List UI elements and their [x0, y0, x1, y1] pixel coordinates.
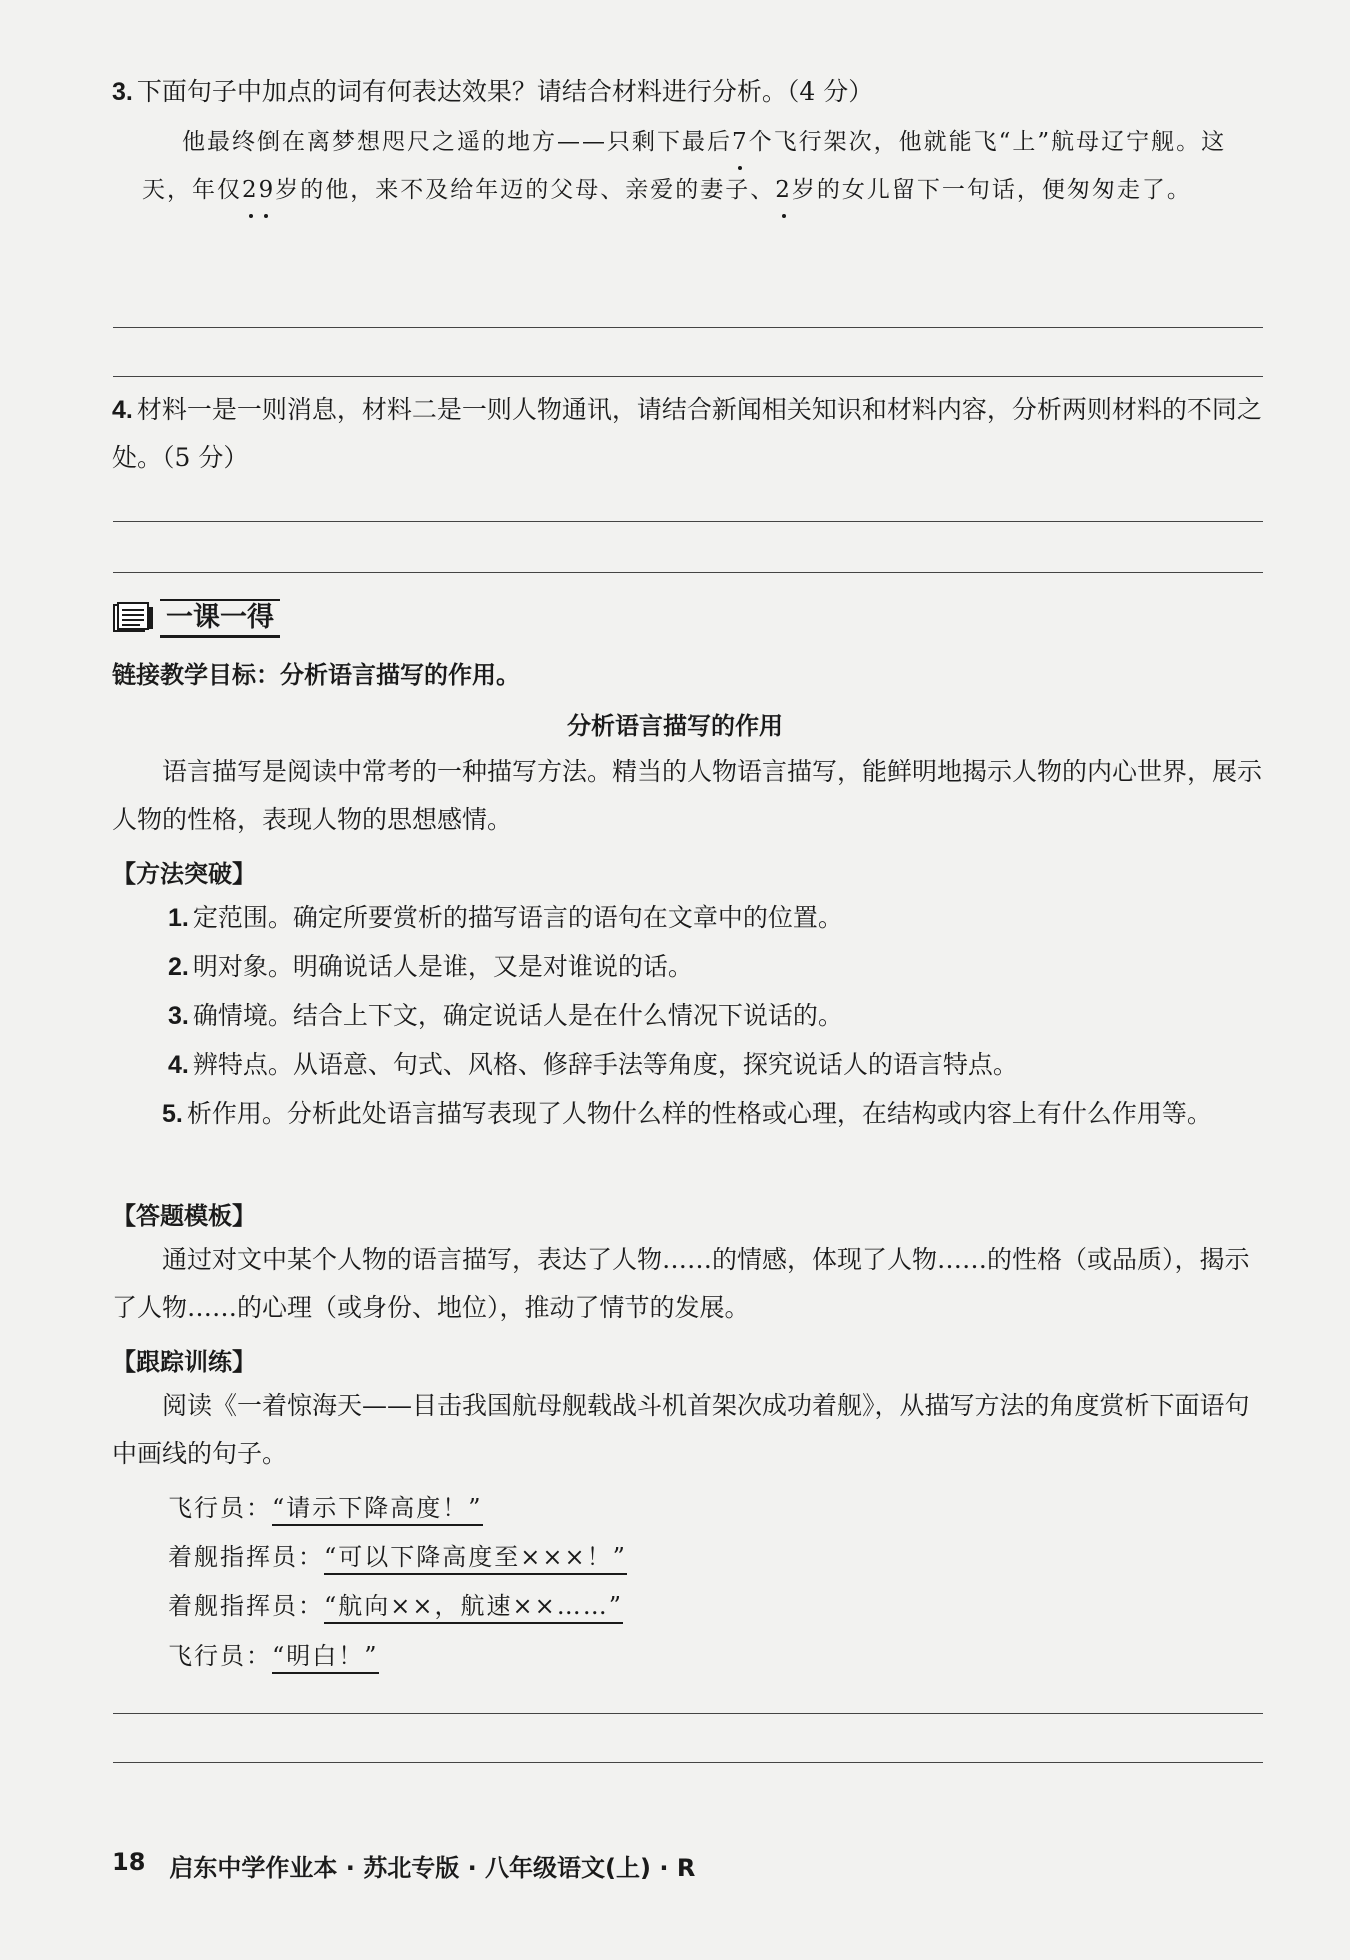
dotted-word: 2 — [775, 166, 792, 214]
training-label: 【跟踪训练】 — [112, 1348, 256, 1376]
dialog-speaker: 着舰指挥员： — [168, 1592, 324, 1620]
dialog-line — [168, 1488, 483, 1523]
book-icon — [112, 601, 154, 635]
answer-line[interactable] — [113, 327, 1263, 328]
intro-paragraph: 语言描写是阅读中常考的一种描写方法。精当的人物语言描写，能鲜明地揭示人物的内心世界，展示人物的性格，表现人物的思想感情。 — [112, 757, 1263, 834]
question-3 — [112, 68, 1262, 116]
underlined-line: “航向××，航速××……” — [324, 1592, 623, 1624]
dialog-line — [168, 1537, 627, 1572]
step-text: 确情境。结合上下文，确定说话人是在什么情况下说话的。 — [192, 1001, 843, 1030]
step-number: 2. — [168, 953, 189, 981]
question-number: 3. — [112, 78, 133, 106]
dialog-speaker: 飞行员： — [168, 1494, 272, 1522]
book-title: 启东中学作业本 · 苏北专版 · 八年级语文(上) · R — [169, 1854, 696, 1882]
template-label: 【答题模板】 — [112, 1202, 256, 1230]
template-paragraph: 通过对文中某个人物的语言描写，表达了人物……的情感，体现了人物……的性格（或品质），揭示了人物……的心理（或身份、地位），推动了情节的发展。 — [112, 1245, 1250, 1322]
dialog-speaker: 飞行员： — [168, 1642, 272, 1670]
step-number: 1. — [168, 904, 189, 932]
training-paragraph: 阅读《一着惊海天——目击我国航母舰载战斗机首架次成功着舰》，从描写方法的角度赏析下面语句中画线的句子。 — [112, 1391, 1250, 1468]
section-title: 一课一得 — [160, 599, 280, 638]
step-text: 定范围。确定所要赏析的描写语言的语句在文章中的位置。 — [192, 903, 843, 932]
page-number: 18 — [112, 1848, 146, 1876]
quoted-passage — [142, 118, 1262, 214]
underlined-line: “请示下降高度！” — [272, 1494, 483, 1526]
step-number: 4. — [168, 1051, 189, 1079]
answer-line[interactable] — [113, 1713, 1263, 1714]
step-text: 辨特点。从语意、句式、风格、修辞手法等角度，探究说话人的语言特点。 — [192, 1050, 1018, 1079]
question-4 — [112, 386, 1262, 482]
method-step — [168, 894, 1262, 942]
answer-line[interactable] — [113, 521, 1263, 522]
teaching-goal: 链接教学目标：分析语言描写的作用。 — [112, 661, 520, 689]
dotted-word: 29 — [242, 166, 275, 214]
question-number: 4. — [112, 396, 133, 424]
method-step — [168, 992, 1262, 1040]
page-footer — [112, 1848, 695, 1883]
answer-line[interactable] — [113, 1762, 1263, 1763]
question-prompt: 材料一是一则消息，材料二是一则人物通讯，请结合新闻相关知识和材料内容，分析两则材料的不同之处。（5 分） — [112, 395, 1262, 472]
question-prompt: 下面句子中加点的词有何表达效果？请结合材料进行分析。（4 分） — [136, 77, 874, 106]
step-text: 明对象。明确说话人是谁，又是对谁说的话。 — [192, 952, 693, 981]
dialog-line — [168, 1586, 623, 1621]
underlined-line: “明白！” — [272, 1642, 379, 1674]
step-number: 3. — [168, 1002, 189, 1030]
answer-line[interactable] — [113, 376, 1263, 377]
quote-text: 岁的女儿留下一句话，便匆匆走了。 — [791, 177, 1192, 203]
quote-text: 岁的他，来不及给年迈的父母、亲爱的妻子、 — [275, 177, 776, 203]
method-label: 【方法突破】 — [112, 860, 256, 888]
method-step — [168, 943, 1262, 991]
section-heading: 分析语言描写的作用 — [567, 712, 783, 740]
method-step — [168, 1041, 1262, 1089]
section-header — [112, 596, 280, 640]
dialog-speaker: 着舰指挥员： — [168, 1543, 324, 1571]
step-number: 5. — [162, 1100, 183, 1128]
quote-text: 个飞行架次，他就能飞“上”航母辽宁舰。这天，年仅 — [142, 129, 1227, 203]
step-text: 析作用。分析此处语言描写表现了人物什么样的性格或心理，在结构或内容上有什么作用等。 — [186, 1099, 1212, 1128]
method-step — [112, 1090, 1262, 1138]
dotted-word: 7 — [732, 118, 749, 166]
answer-line[interactable] — [113, 572, 1263, 573]
dialog-line — [168, 1636, 379, 1671]
underlined-line: “可以下降高度至×××！” — [324, 1543, 627, 1575]
quote-text: 他最终倒在离梦想咫尺之遥的地方——只剩下最后 — [182, 129, 732, 155]
